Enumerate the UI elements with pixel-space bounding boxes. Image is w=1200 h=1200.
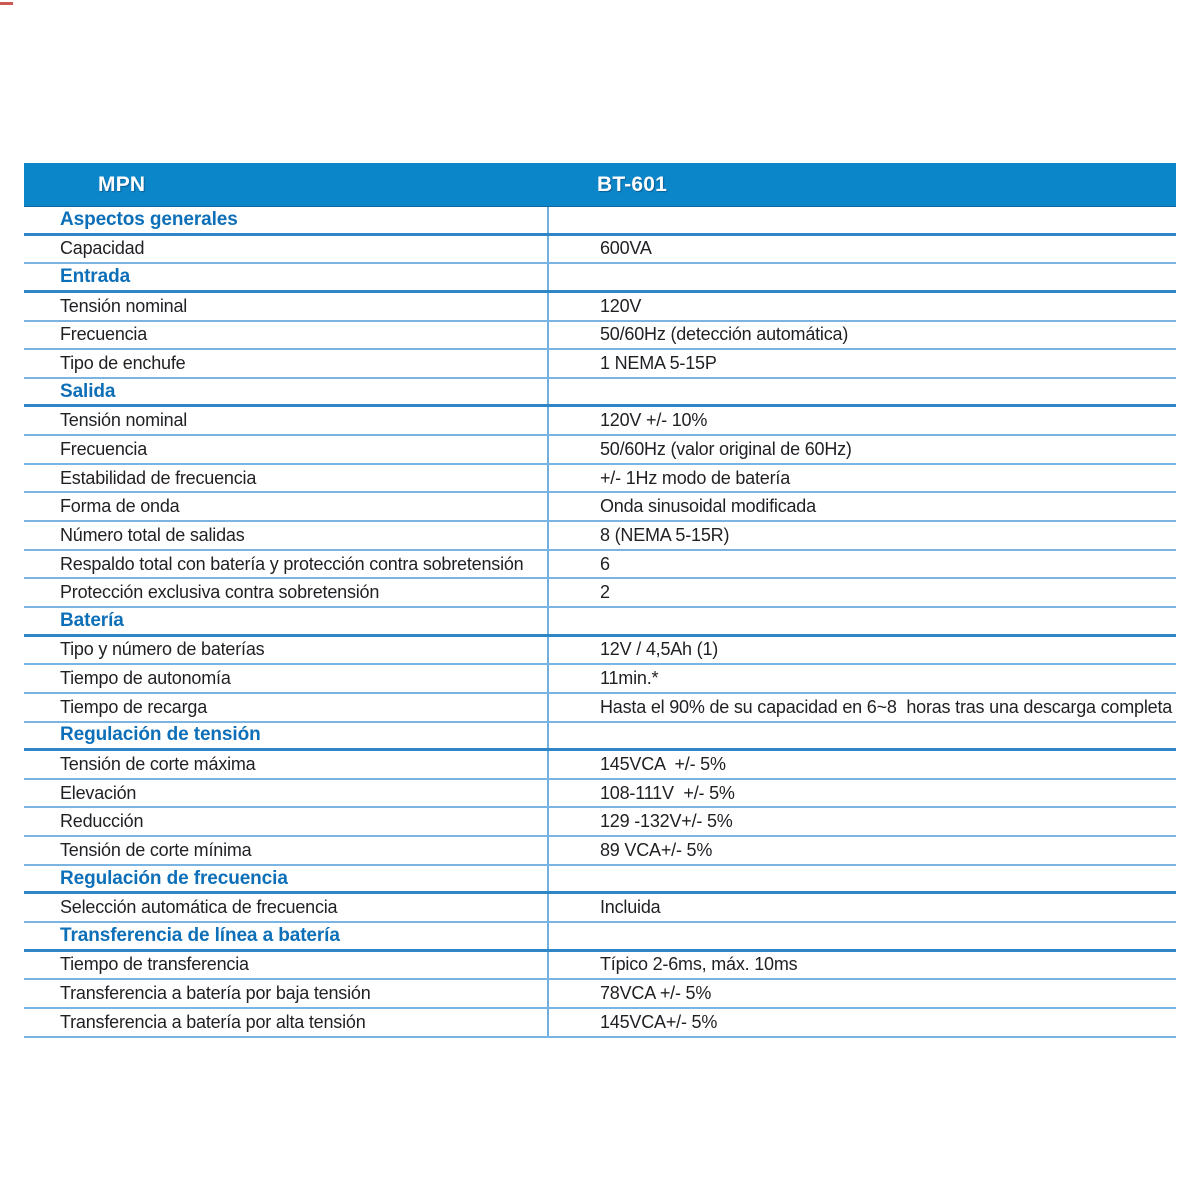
table-body <box>24 207 1176 1038</box>
section-value-empty <box>547 379 1176 405</box>
section-title: Batería <box>60 609 124 631</box>
section-value-empty <box>547 207 1176 233</box>
section-value-empty <box>547 923 1176 949</box>
spec-value: +/- 1Hz modo de batería <box>547 465 1176 492</box>
section-title: Entrada <box>60 266 131 288</box>
table-row <box>24 751 1176 780</box>
section-row <box>24 379 1176 408</box>
section-row <box>24 866 1176 895</box>
table-row <box>24 493 1176 522</box>
spec-value: 129 -132V+/- 5% <box>547 808 1176 835</box>
spec-value: 89 VCA+/- 5% <box>547 837 1176 864</box>
spec-value: 8 (NEMA 5-15R) <box>547 522 1176 549</box>
table-row <box>24 637 1176 666</box>
spec-value: 600VA <box>547 236 1176 263</box>
spec-value: 50/60Hz (valor original de 60Hz) <box>547 436 1176 463</box>
product-spec-table <box>24 163 1176 1038</box>
table-row <box>24 465 1176 494</box>
spec-label: Reducción <box>60 811 144 832</box>
spec-label: Número total de salidas <box>60 524 245 545</box>
table-row <box>24 665 1176 694</box>
table-row <box>24 522 1176 551</box>
spec-label: Forma de onda <box>60 496 180 517</box>
table-row <box>24 293 1176 322</box>
spec-value: Incluida <box>547 894 1176 921</box>
spec-label: Tiempo de recarga <box>60 696 208 717</box>
section-value-empty <box>547 723 1176 749</box>
spec-value: 78VCA +/- 5% <box>547 980 1176 1007</box>
spec-value: 6 <box>547 551 1176 578</box>
spec-value: 120V <box>547 293 1176 320</box>
spec-label: Capacidad <box>60 238 145 259</box>
spec-value: 120V +/- 10% <box>547 407 1176 434</box>
spec-label: Frecuencia <box>60 324 148 345</box>
spec-label: Tiempo de autonomía <box>60 668 231 689</box>
section-title: Regulación de tensión <box>60 724 261 746</box>
section-title: Aspectos generales <box>60 208 238 230</box>
table-header-row <box>24 163 1176 207</box>
spec-label: Frecuencia <box>60 438 148 459</box>
section-value-empty <box>547 866 1176 892</box>
spec-label: Tensión nominal <box>60 295 188 316</box>
spec-label: Selección automática de frecuencia <box>60 897 338 918</box>
corner-artifact-mark <box>0 2 13 5</box>
table-row <box>24 837 1176 866</box>
spec-label: Tipo de enchufe <box>60 353 186 374</box>
table-row <box>24 694 1176 723</box>
section-title: Salida <box>60 380 116 402</box>
spec-value: 145VCA+/- 5% <box>547 1009 1176 1036</box>
spec-label: Protección exclusiva contra sobretensión <box>60 582 380 603</box>
column-header-mpn: MPN <box>98 172 146 196</box>
spec-value: 50/60Hz (detección automática) <box>547 322 1176 349</box>
spec-value: Onda sinusoidal modificada <box>547 493 1176 520</box>
table-row <box>24 436 1176 465</box>
table-row <box>24 952 1176 981</box>
table-row <box>24 980 1176 1009</box>
spec-label: Transferencia a batería por baja tensión <box>60 983 371 1004</box>
section-row <box>24 207 1176 236</box>
table-row <box>24 350 1176 379</box>
spec-label: Transferencia a batería por alta tensión <box>60 1011 366 1032</box>
spec-label: Elevación <box>60 782 137 803</box>
table-row <box>24 551 1176 580</box>
table-row <box>24 1009 1176 1038</box>
spec-label: Tiempo de transferencia <box>60 954 249 975</box>
spec-value: 145VCA +/- 5% <box>547 751 1176 778</box>
spec-value: 12V / 4,5Ah (1) <box>547 637 1176 664</box>
table-row <box>24 579 1176 608</box>
column-header-model: BT-601 <box>597 172 668 196</box>
section-row <box>24 608 1176 637</box>
spec-label: Respaldo total con batería y protección contra sobretensión <box>60 553 524 574</box>
table-row <box>24 322 1176 351</box>
spec-value: 108-111V +/- 5% <box>547 780 1176 807</box>
spec-label: Tensión de corte mínima <box>60 839 252 860</box>
section-value-empty <box>547 608 1176 634</box>
table-row <box>24 236 1176 265</box>
spec-value: 1 NEMA 5-15P <box>547 350 1176 377</box>
spec-label: Tensión de corte máxima <box>60 753 256 774</box>
table-row <box>24 808 1176 837</box>
table-row <box>24 407 1176 436</box>
spec-value: Típico 2-6ms, máx. 10ms <box>547 952 1176 979</box>
spec-value: 2 <box>547 579 1176 606</box>
spec-label: Tensión nominal <box>60 410 188 431</box>
section-row <box>24 723 1176 752</box>
section-value-empty <box>547 264 1176 290</box>
spec-label: Tipo y número de baterías <box>60 639 265 660</box>
section-title: Transferencia de línea a batería <box>60 924 340 946</box>
section-title: Regulación de frecuencia <box>60 867 288 889</box>
section-row <box>24 923 1176 952</box>
section-row <box>24 264 1176 293</box>
table-row <box>24 780 1176 809</box>
spec-label: Estabilidad de frecuencia <box>60 467 257 488</box>
spec-value: 11min.* <box>547 665 1176 692</box>
spec-value: Hasta el 90% de su capacidad en 6~8 horas tras una descarga completa <box>547 694 1176 721</box>
table-row <box>24 894 1176 923</box>
